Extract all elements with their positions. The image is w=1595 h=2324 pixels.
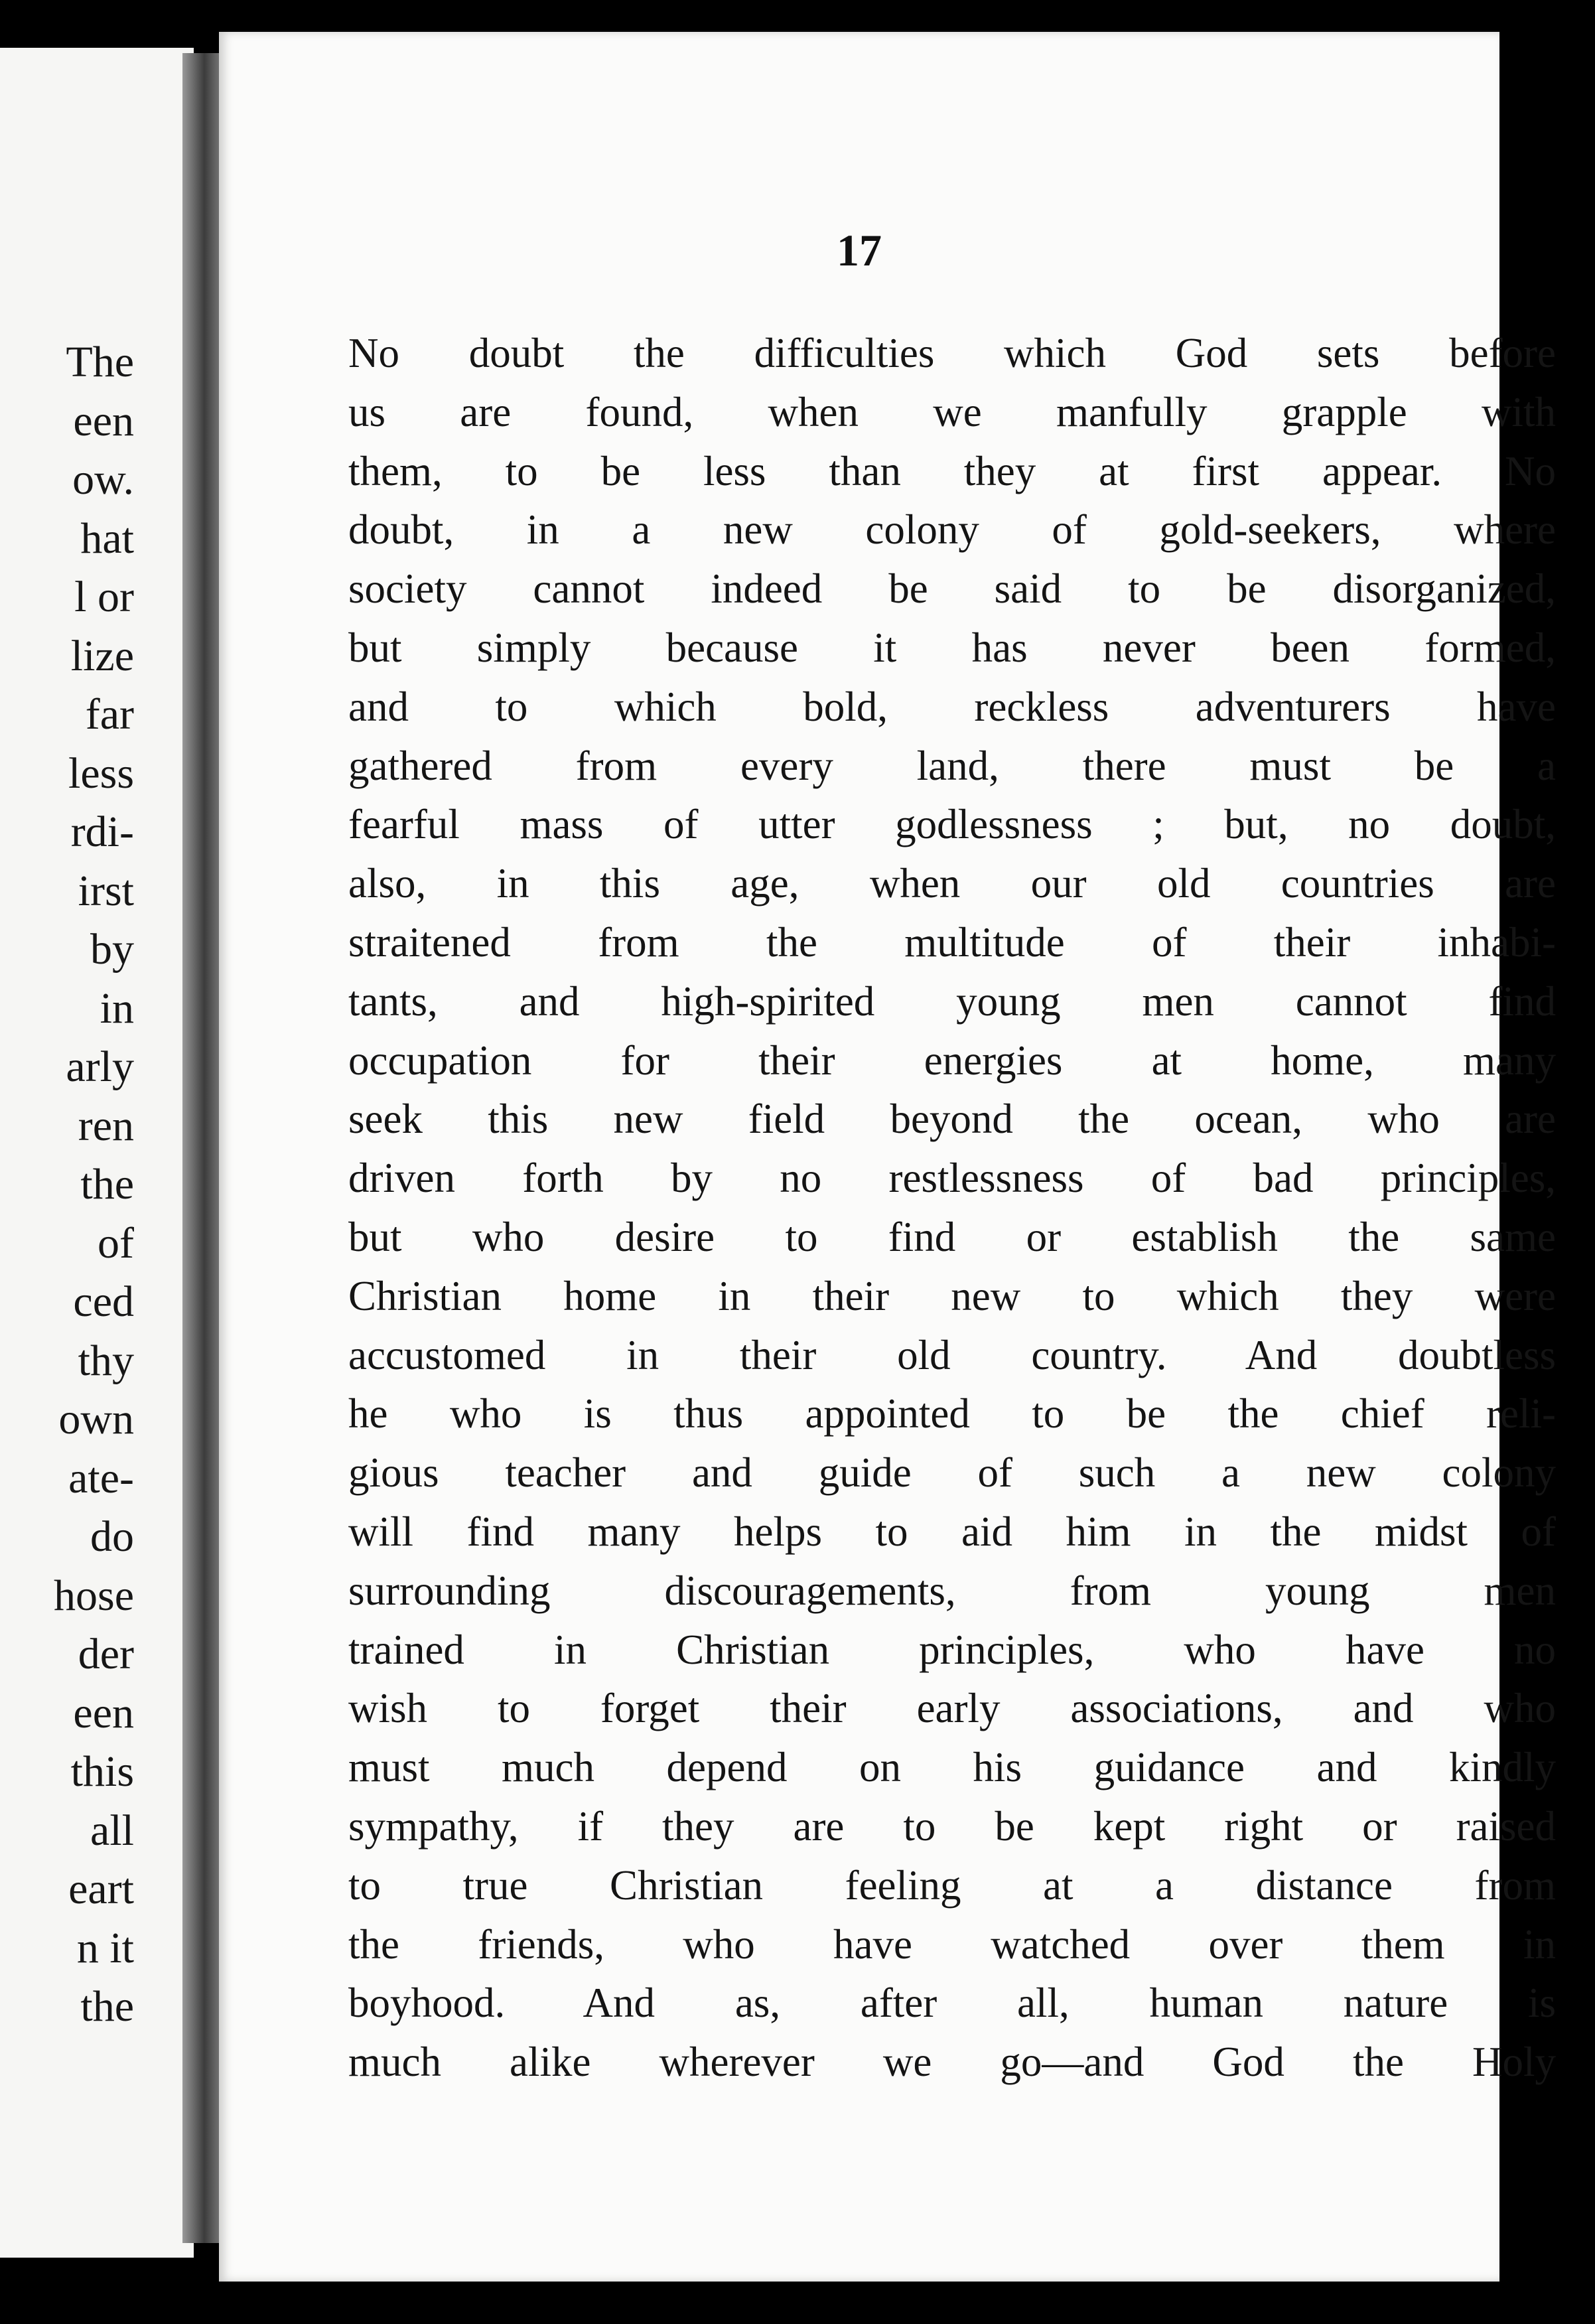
text-line: but simply because it has never been formed,	[348, 624, 1556, 671]
previous-page-line: arly	[66, 1043, 134, 1091]
text-line: No doubt the difficulties which God sets before	[348, 330, 1556, 376]
text-line: much alike wherever we go—and God the Holy	[348, 2039, 1556, 2086]
text-line: he who is thus appointed to be the chief reli-	[348, 1390, 1556, 1437]
text-line: gious teacher and guide of such a new colony	[348, 1449, 1556, 1496]
text-line: society cannot indeed be said to be disorganized,	[348, 565, 1556, 613]
text-line: accustomed in their old country. And doubtless	[348, 1331, 1556, 1378]
previous-page-line: this	[70, 1747, 134, 1796]
previous-page-line: rdi-	[70, 808, 134, 856]
previous-page-line: all	[90, 1806, 134, 1855]
previous-page-line: l or	[74, 573, 134, 621]
previous-page-line: n it	[76, 1923, 134, 1972]
text-line: Christian home in their new to which they were	[348, 1272, 1556, 1319]
previous-page-line: ow.	[72, 455, 134, 504]
previous-page-line: hat	[80, 514, 134, 563]
text-line: also, in this age, when our old countries are	[348, 860, 1556, 907]
previous-page-line: the	[80, 1160, 134, 1208]
previous-page-line: ced	[73, 1277, 134, 1326]
text-line: them, to be less than they at first appear. No	[348, 447, 1556, 494]
previous-page-line: less	[68, 749, 134, 798]
previous-page-line: of	[98, 1218, 134, 1268]
previous-page-text	[54, 333, 134, 2037]
current-page	[219, 32, 1556, 2282]
previous-page-line: hose	[54, 1571, 134, 1620]
text-line: boyhood. And as, after all, human nature is	[348, 1980, 1556, 2027]
previous-page-line: thy	[78, 1336, 134, 1385]
previous-page-line: by	[90, 925, 134, 974]
previous-page-line: der	[78, 1630, 134, 1678]
text-line: surrounding discouragements, from young men	[348, 1567, 1556, 1614]
previous-page-line: eart	[68, 1865, 134, 1913]
text-line: seek this new field beyond the ocean, who are	[348, 1096, 1556, 1143]
text-line: must much depend on his guidance and kindly	[348, 1744, 1556, 1791]
previous-page-line: een	[73, 396, 134, 445]
text-line: wish to forget their early associations, and who	[348, 1685, 1556, 1732]
text-line: occupation for their energies at home, many	[348, 1037, 1556, 1084]
previous-page-line: The	[66, 338, 134, 386]
previous-page-line: irst	[78, 866, 134, 915]
previous-page-line: in	[100, 983, 134, 1033]
previous-page-line: the	[80, 1982, 134, 2031]
text-line: sympathy, if they are to be kept right or raised	[348, 1802, 1556, 1850]
previous-page-line: own	[58, 1395, 134, 1443]
previous-page-line: far	[85, 690, 134, 739]
body-text	[348, 324, 1556, 2092]
text-line: will find many helps to aid him in the midst of	[348, 1508, 1556, 1555]
previous-page-line: lize	[70, 631, 134, 680]
text-line: driven forth by no restlessness of bad principles,	[348, 1155, 1556, 1202]
previous-page-line: ren	[78, 1101, 134, 1150]
text-line: us are found, when we manfully grapple with	[348, 388, 1556, 435]
text-line: trained in Christian principles, who have no	[348, 1626, 1556, 1673]
previous-page	[0, 48, 194, 2258]
page-number: 17	[837, 225, 882, 275]
text-line: tants, and high-spirited young men cannot find	[348, 978, 1556, 1025]
text-line: gathered from every land, there must be a	[348, 742, 1556, 789]
text-line: and to which bold, reckless adventurers have	[348, 683, 1556, 730]
previous-page-line: een	[73, 1688, 134, 1737]
text-line: doubt, in a new colony of gold-seekers, where	[348, 506, 1556, 553]
text-line: the friends, who have watched over them in	[348, 1921, 1556, 1968]
previous-page-line: ate-	[68, 1453, 134, 1502]
text-line: fearful mass of utter godlessness ; but, no doubt,	[348, 801, 1556, 848]
text-line: but who desire to find or establish the same	[348, 1213, 1556, 1260]
text-line: straitened from the multitude of their inhabi-	[348, 918, 1556, 966]
book-gutter	[182, 53, 222, 2243]
previous-page-line: do	[90, 1512, 134, 1561]
text-line: to true Christian feeling at a distance from	[348, 1861, 1556, 1909]
